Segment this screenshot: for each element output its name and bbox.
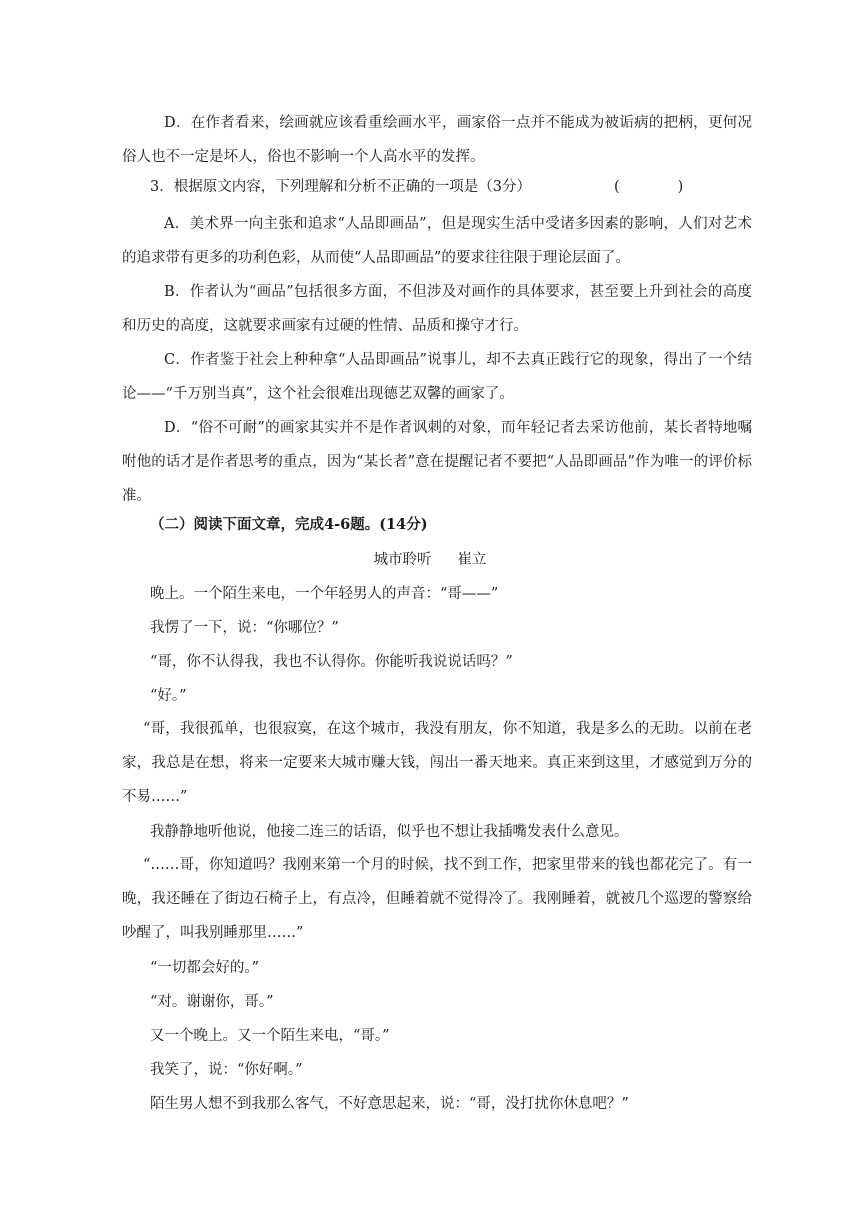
story-paragraph: 我笑了，说：“你好啊。” [150,1062,303,1078]
story-paragraph: “……哥，你知道吗？我刚来第一个月的时候，找不到工作，把家里带来的钱也都花完了。有一晚，我还睡在了街边石椅子上，有点冷，但睡着就不觉得冷了。我刚睡着，就被几个巡逻的警察给吵醒了，叫我别睡那里……” [122,857,752,941]
story-paragraph: 又一个晚上。又一个陌生来电，“哥。” [150,1028,390,1044]
story-paragraph: 陌生男人想不到我那么客气，不好意思起来，说：“哥，没打扰你休息吧？” [150,1096,629,1112]
story-paragraph: 我静静地听他说，他接二连三的话语，似乎也不想让我插嘴发表什么意见。 [150,824,629,840]
story-author: 崔立 [457,552,487,568]
question-3-option-d: D．“俗不可耐”的画家其实并不是作者讽刺的对象，而年轻记者去采访他前，某长者特地嘱咐他的话才是作者思考的重点，因为“某长者”意在提醒记者不要把“人品即画品”作为唯一的评价标准。 [122,420,752,504]
question-3-stem: 3．根据原文内容，下列理解和分析不正确的一项是（3分） [150,179,531,195]
story-title: 城市聆听 [373,552,432,568]
question-3-option-c: C．作者鉴于社会上种种拿“人品即画品”说事儿，却不去真正践行它的现象，得出了一个结论——“千万别当真”，这个社会很难出现德艺双馨的画家了。 [122,352,752,402]
story-paragraph: “哥，我很孤单，也很寂寞，在这个城市，我没有朋友，你不知道，我是多么的无助。以前在老家，我总是在想，将来一定要来大城市赚大钱，闯出一番天地来。真正来到这里，才感觉到万分的不易……” [122,721,752,805]
question-2-option-d: D．在作者看来，绘画就应该看重绘画水平，画家俗一点并不能成为被诟病的把柄，更何况俗人也不一定是坏人，俗也不影响一个人高水平的发挥。 [122,115,752,165]
question-3-option-a: A．美术界一向主张和追求“人品即画品”，但是现实生活中受诸多因素的影响，人们对艺术的追求带有更多的功利色彩，从而使“人品即画品”的要求往往限于理论层面了。 [122,216,752,266]
story-paragraph: “对。谢谢你，哥。” [150,994,274,1010]
story-paragraph: 我愣了一下，说：“你哪位？” [150,620,339,636]
story-paragraph: “好。” [150,688,187,704]
story-paragraph: 晚上。一个陌生来电，一个年轻男人的声音：“哥——” [150,586,499,602]
question-3-option-b: B．作者认为“画品”包括很多方面，不但涉及对画作的具体要求，甚至要上升到社会的高度和历史的高度，这就要求画家有过硬的性情、品质和操守才行。 [122,284,752,334]
story-paragraph: “哥，你不认得我，我也不认得你。你能听我说说话吗？” [150,654,513,670]
section-heading: （二）阅读下面文章，完成4-6题。(14分) [150,516,428,533]
story-paragraph: “一切都会好的。” [150,960,260,976]
answer-parentheses: ( ) [614,179,684,195]
story-title-line [0,547,860,573]
